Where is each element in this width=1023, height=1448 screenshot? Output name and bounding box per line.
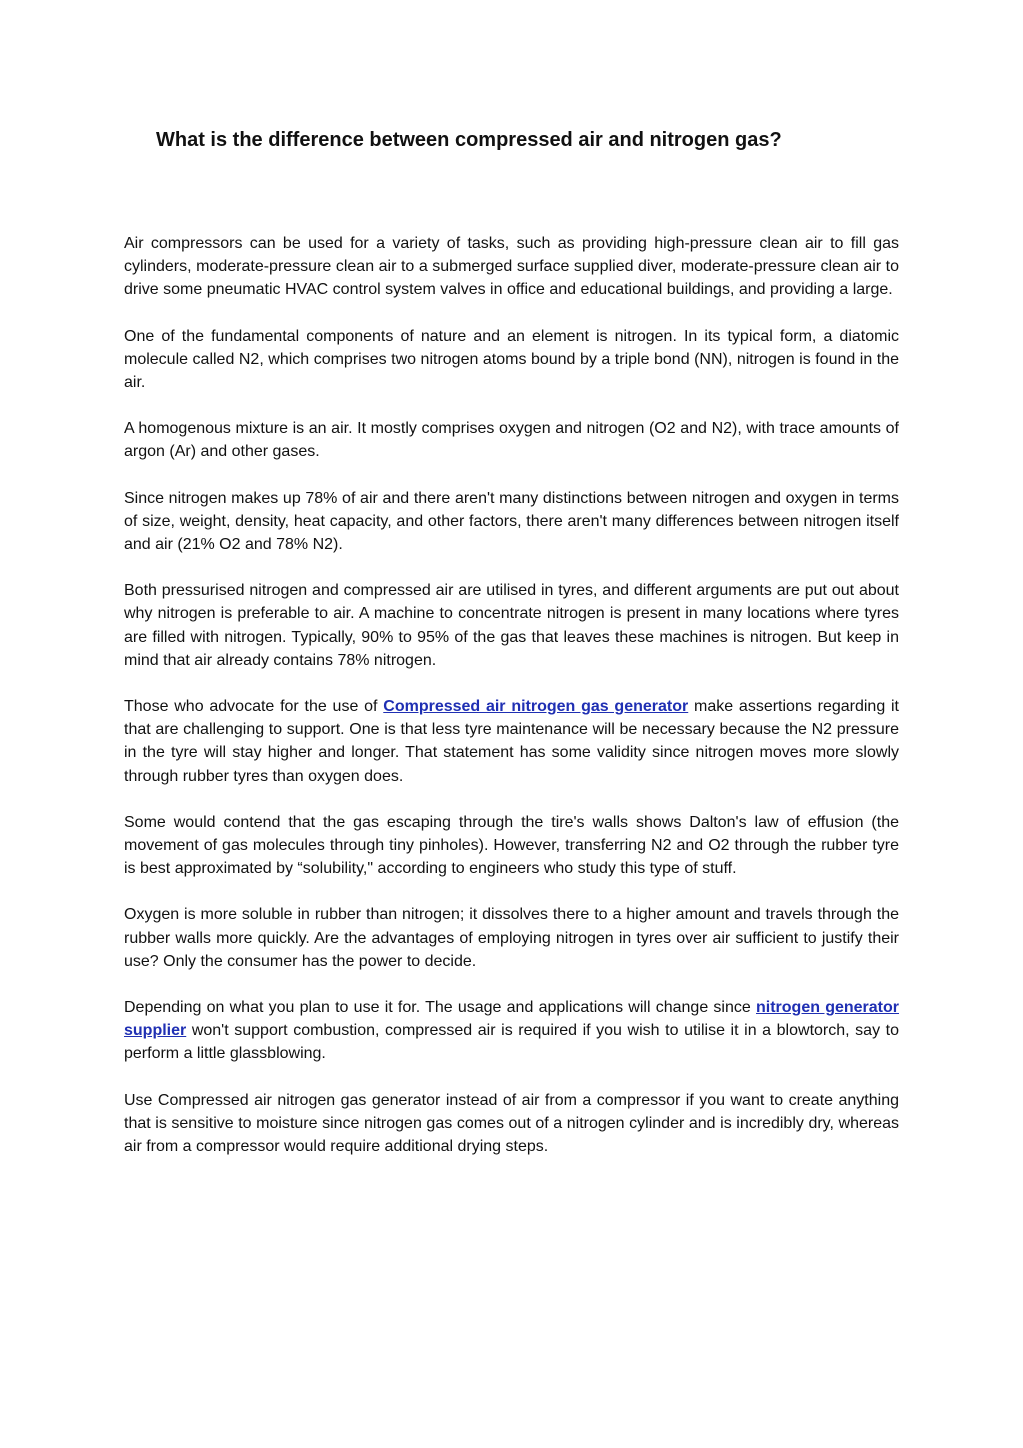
paragraph-3: A homogenous mixture is an air. It mostly comprises oxygen and nitrogen (O2 and N2), with trace amounts of argon (Ar) and other gases. <box>124 420 899 461</box>
page-title: What is the difference between compressed air and nitrogen gas? <box>156 129 782 151</box>
paragraph-1: Air compressors can be used for a variety of tasks, such as providing high-pressure clean air to fill gas cylinders, moderate-pressure clean air to a submerged surface supplied diver, moderate-pressure clean air to drive some pneumatic HVAC control system valves in office and educational buildings, and providing a large. <box>124 235 899 299</box>
document-body <box>124 232 899 1181</box>
paragraph-6-text-after: make assertions regarding it that are challenging to support. One is that less tyre maintenance will be necessary because the N2 pressure in the tyre will stay higher and longer. That statement has some validity since nitrogen moves more slowly through rubber tyres than oxygen does. <box>124 698 899 785</box>
paragraph-4: Since nitrogen makes up 78% of air and there aren't many distinctions between nitrogen and oxygen in terms of size, weight, density, heat capacity, and other factors, there aren't many differences between nitrogen itself and air (21% O2 and 78% N2). <box>124 489 899 554</box>
paragraph-2: One of the fundamental components of nature and an element is nitrogen. In its typical form, a diatomic molecule called N2, which comprises two nitrogen atoms bound by a triple bond (NN), nitrogen is found in the air. <box>124 327 899 392</box>
paragraph-6-text-before: Those who advocate for the use of <box>124 698 384 716</box>
nitrogen-generator-supplier-link[interactable]: nitrogen generator supplier <box>124 999 900 1040</box>
paragraph-6 <box>124 695 899 788</box>
paragraph-8: Oxygen is more soluble in rubber than nitrogen; it dissolves there to a higher amount and travels through the rubber walls more quickly. Are the advantages of employing nitrogen in tyres over air sufficient to justify their use? Only the consumer has the power to decide. <box>124 906 899 970</box>
paragraph-9-text-after: won't support combustion, compressed air is required if you wish to utilise it in a blowtorch, say to perform a little glassblowing. <box>124 1022 899 1063</box>
paragraph-5: Both pressurised nitrogen and compressed air are utilised in tyres, and different arguments are put out about why nitrogen is preferable to air. A machine to concentrate nitrogen is present in many locations where tyres are filled with nitrogen. Typically, 90% to 95% of the gas that leaves these machines is nitrogen. But keep in mind that air already contains 78% nitrogen. <box>124 582 899 669</box>
paragraph-10: Use Compressed air nitrogen gas generator instead of air from a compressor if you want to create anything that is sensitive to moisture since nitrogen gas comes out of a nitrogen cylinder and is incredibly dry, whereas air from a compressor would require additional drying steps. <box>124 1091 899 1156</box>
paragraph-9 <box>124 996 899 1066</box>
paragraph-9-text-before: Depending on what you plan to use it for. The usage and applications will change since <box>124 999 756 1017</box>
paragraph-7: Some would contend that the gas escaping through the tire's walls shows Dalton's law of effusion (the movement of gas molecules through tiny pinholes). However, transferring N2 and O2 through the rubber tyre is best approximated by “solubility," according to engineers who study this type of stuff. <box>124 813 899 878</box>
compressed-air-nitrogen-gas-generator-link[interactable]: Compressed air nitrogen gas generator <box>383 698 689 716</box>
